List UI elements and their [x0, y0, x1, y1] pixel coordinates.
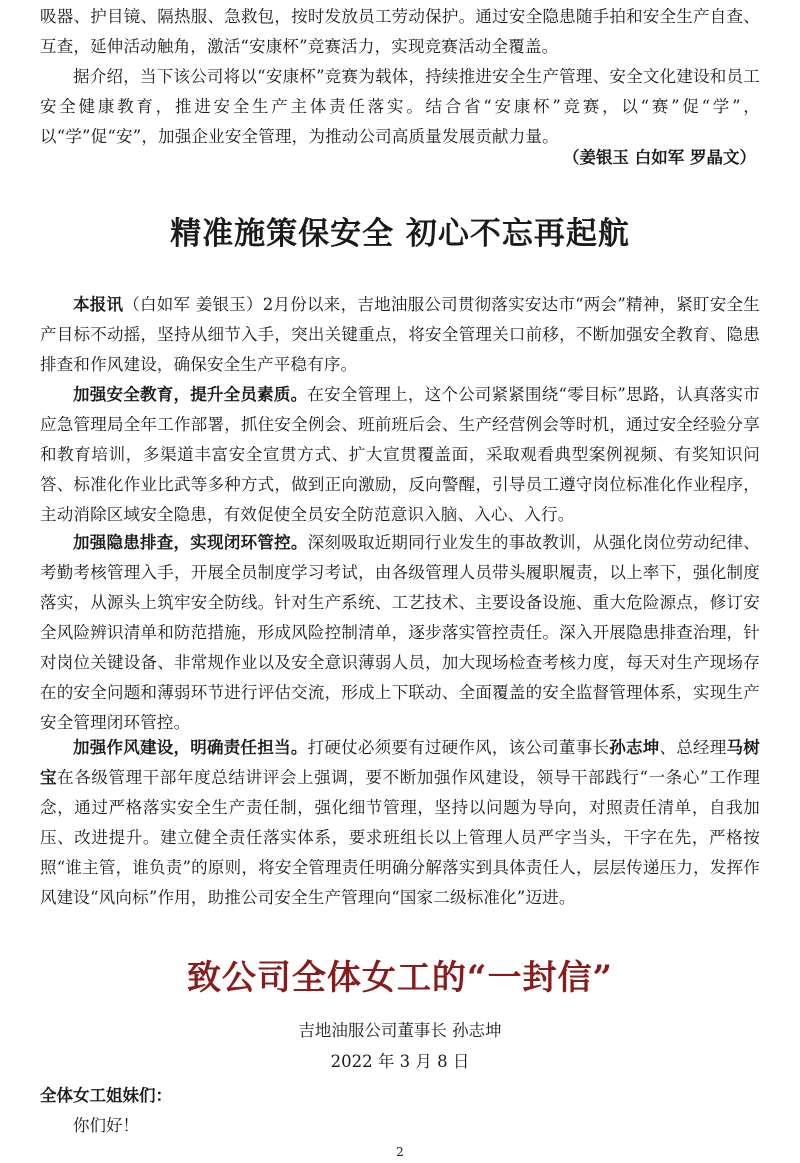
letter-author: 吉地油服公司董事长 孙志坤 [298, 1021, 502, 1040]
paragraph-lead: 加强隐患排查，实现闭环管控。 [73, 533, 308, 552]
intro-text: （白如军 姜银玉）2月份以来，吉地油服公司贯彻落实安达市“两会”精神，紧盯安全生产目标不动摇，坚持从细节入手，突出关键重点，将安全管理关口前移，不断加强安全教育、隐患排查和作风建设，确保安全生产平稳有序。 [40, 295, 760, 374]
article-paragraph-conduct [40, 733, 760, 913]
letter-date: 2022 年 3 月 8 日 [330, 1052, 470, 1071]
prev-article-paragraph-tail: 吸器、护目镜、隔热服、急救包，按时发放员工劳动保护。通过安全隐患随手拍和安全生产自查、互查，延伸活动触角，激活“安康杯”竞赛活力，实现竞赛活动全覆盖。 [40, 7, 760, 56]
letter-title: 致公司全体女工的“一封信” [186, 958, 614, 998]
intro-lead: 本报讯 [73, 295, 124, 314]
paragraph-lead: 加强作风建设，明确责任担当。 [73, 738, 308, 757]
prev-article-paragraph-last: 据介绍，当下该公司将以“安康杯”竞赛为载体，持续推进安全生产管理、安全文化建设和员工安全健康教育，推进安全生产主体责任落实。结合省“安康杯”竞赛，以“赛”促“学”，以“学”促“安”，加强企业安全管理，为推动公司高质量发展贡献力量。 [40, 67, 760, 146]
letter-greeting: 你们好！ [73, 1116, 139, 1135]
paragraph-text: 、总经理 [659, 738, 727, 757]
chairman-name: 孙志坤 [609, 738, 660, 757]
prev-article-byline: （姜银玉 白如军 罗晶文） [563, 148, 756, 167]
page-number: 2 [396, 1145, 404, 1159]
general-manager-name: 马树宝 [40, 738, 760, 787]
article-paragraph-hazard [40, 528, 760, 738]
article-headline: 精准施策保安全 初心不忘再起航 [170, 216, 630, 252]
article-paragraph-education [40, 380, 760, 530]
paragraph-text: 在安全管理上，这个公司紧紧围绕“零目标”思路，认真落实市应急管理局全年工作部署，抓住安全例会、班前班后会、生产经营例会等时机，通过安全经验分享和教育培训，多渠道丰富安全宣贯方式、扩大宣贯覆盖面，采取观看典型案例视频、有奖知识问答、标准化作业比武等多种方式，做到正向激励，反向警醒，引导员工遵守岗位标准化作业程序，主动消除区域安全隐患，有效促使全员安全防范意识入脑、入心、入行。 [40, 385, 760, 524]
paragraph-text: 深刻吸取近期同行业发生的事故教训，从强化岗位劳动纪律、考勤考核管理入手，开展全员制度学习考试，由各级管理人员带头履职履责，以上率下，强化制度落实，从源头上筑牢安全防线。针对生产系统、工艺技术、主要设备设施、重大危险源点，修订安全风险辨识清单和防范措施，形成风险控制清单，逐步落实管控责任。深入开展隐患排查治理，针对岗位关键设备、非常规作业以及安全意识薄弱人员，加大现场检查考核力度，每天对生产现场存在的安全问题和薄弱环节进行评估交流，形成上下联动、全面覆盖的安全监督管理体系，实现生产安全管理闭环管控。 [40, 533, 760, 732]
paragraph-lead: 加强安全教育，提升全员素质。 [73, 385, 308, 404]
letter-salutation: 全体女工姐妹们： [40, 1086, 172, 1105]
paragraph-text: 在各级管理干部年度总结讲评会上强调，要不断加强作风建设，领导干部践行“一条心”工作理念，通过严格落实安全生产责任制，强化细节管理，坚持以问题为导向，对照责任清单，自我加压、改进提升。建立健全责任落实体系，要求班组长以上管理人员严字当头，干字在先，严格按照“谁主管，谁负责”的原则，将安全管理责任明确分解落实到具体责任人，层层传递压力，发挥作风建设“风向标”作用，助推公司安全生产管理向“国家二级标准化”迈进。 [40, 768, 760, 907]
article-intro-paragraph [40, 290, 760, 380]
paragraph-text: 打硬仗必须要有过硬作风，该公司董事长 [307, 738, 610, 757]
